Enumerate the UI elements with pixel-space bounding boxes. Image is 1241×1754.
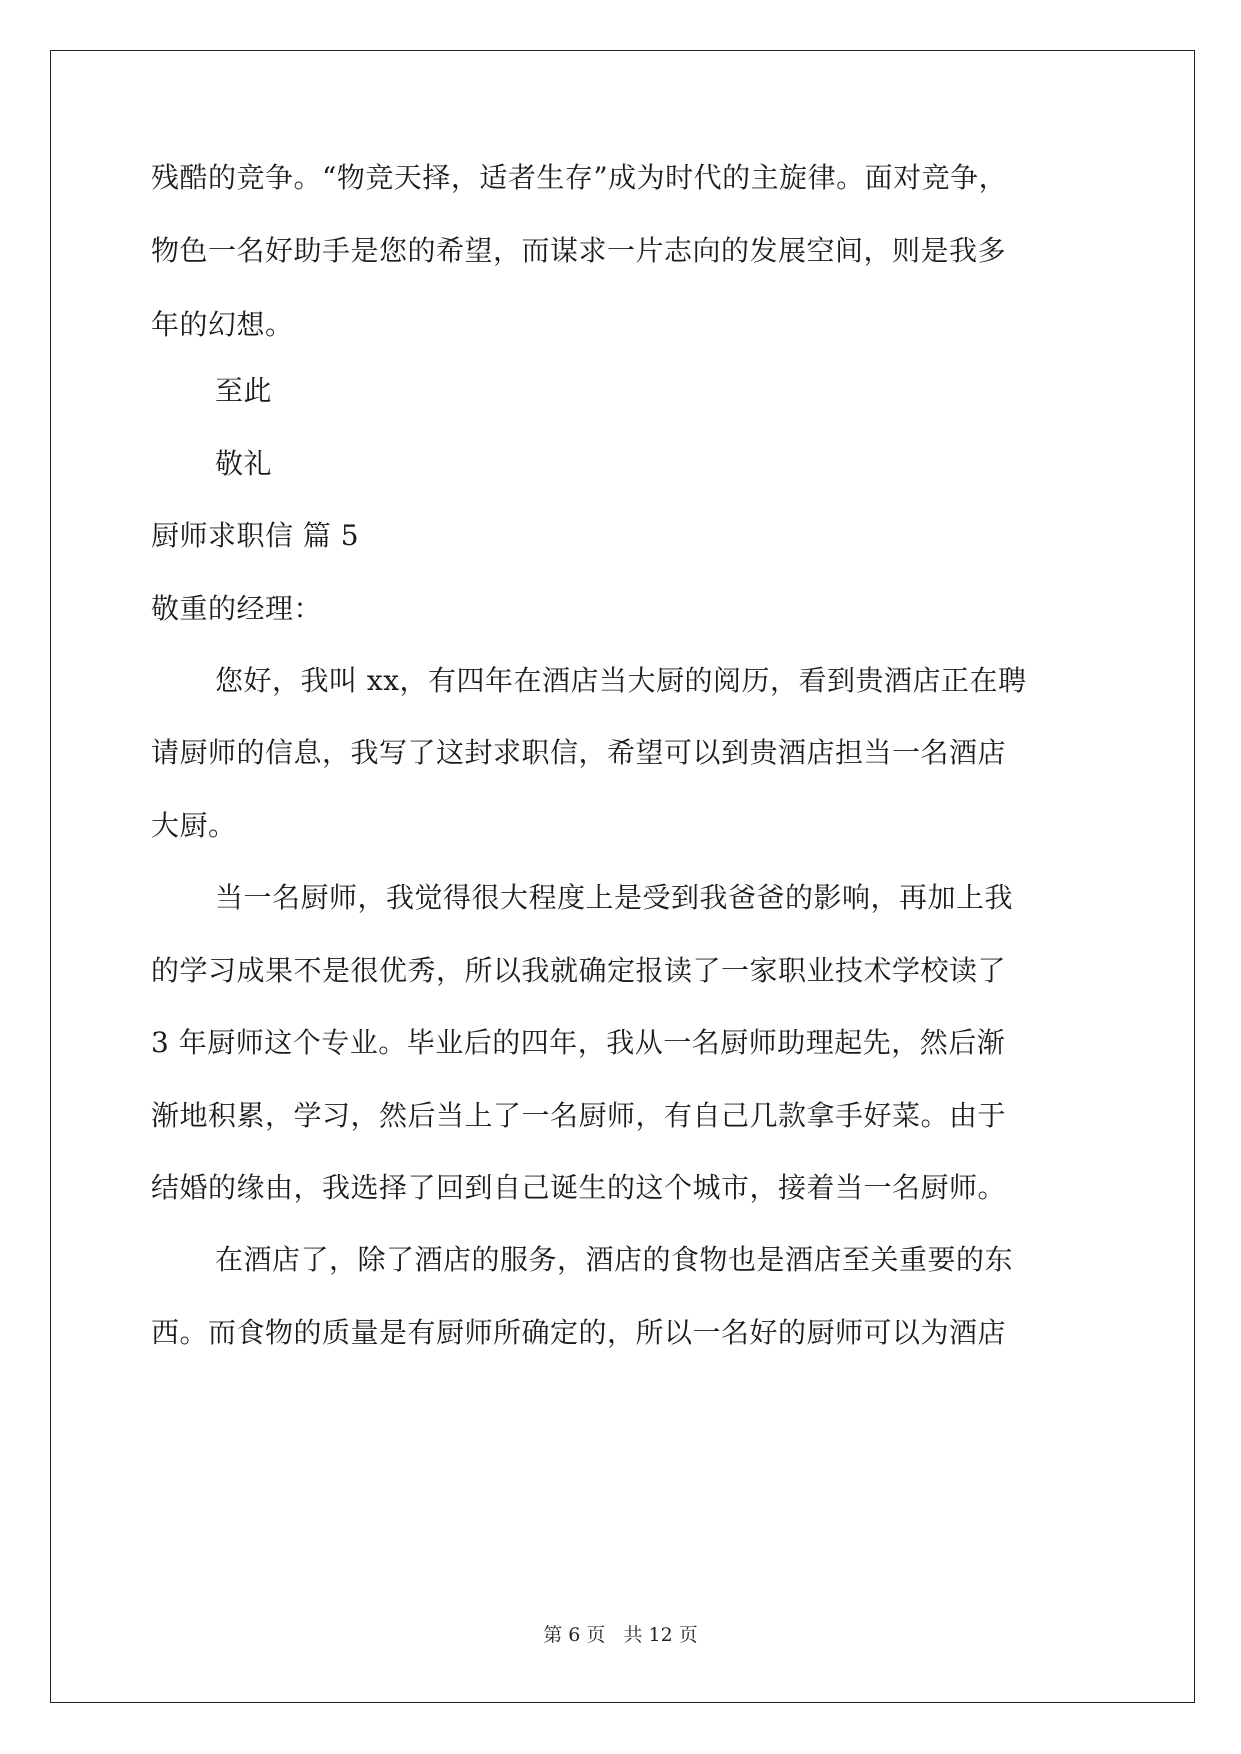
body-line: 您好，我叫 xx，有四年在酒店当大厨的阅历，看到贵酒店正在聘: [215, 664, 1027, 697]
salutation: 敬重的经理：: [151, 592, 323, 625]
body-line: 大厨。: [151, 809, 237, 842]
page-footer: [0, 1620, 1241, 1647]
body-line: 年的幻想。: [151, 308, 294, 341]
page-total: 共 12 页: [623, 1624, 698, 1646]
page-number: 第 6 页: [543, 1624, 606, 1646]
body-line: 残酷的竞争。“物竞天择，适者生存”成为时代的主旋律。面对竞争，: [151, 161, 1008, 194]
body-line: 3 年厨师这个专业。毕业后的四年，我从一名厨师助理起先，然后渐: [151, 1026, 1006, 1059]
body-line: 在酒店了，除了酒店的服务，酒店的食物也是酒店至关重要的东: [215, 1243, 1014, 1276]
body-line: 当一名厨师，我觉得很大程度上是受到我爸爸的影响，再加上我: [215, 881, 1014, 914]
closing-salute: 敬礼: [215, 447, 273, 480]
body-line: 的学习成果不是很优秀，所以我就确定报读了一家职业技术学校读了: [151, 954, 1007, 987]
body-line: 物色一名好助手是您的希望，而谋求一片志向的发展空间，则是我多: [151, 234, 1007, 267]
body-line: 结婚的缘由，我选择了回到自己诞生的这个城市，接着当一名厨师。: [151, 1171, 1007, 1204]
body-line: 渐地积累，学习，然后当上了一名厨师，有自己几款拿手好菜。由于: [151, 1099, 1007, 1132]
page-border: [50, 50, 1195, 1703]
section-heading: 厨师求职信 篇 5: [151, 519, 360, 552]
closing-phrase: 至此: [215, 374, 273, 407]
body-line: 西。而食物的质量是有厨师所确定的，所以一名好的厨师可以为酒店: [151, 1316, 1007, 1349]
body-line: 请厨师的信息，我写了这封求职信，希望可以到贵酒店担当一名酒店: [151, 736, 1007, 769]
